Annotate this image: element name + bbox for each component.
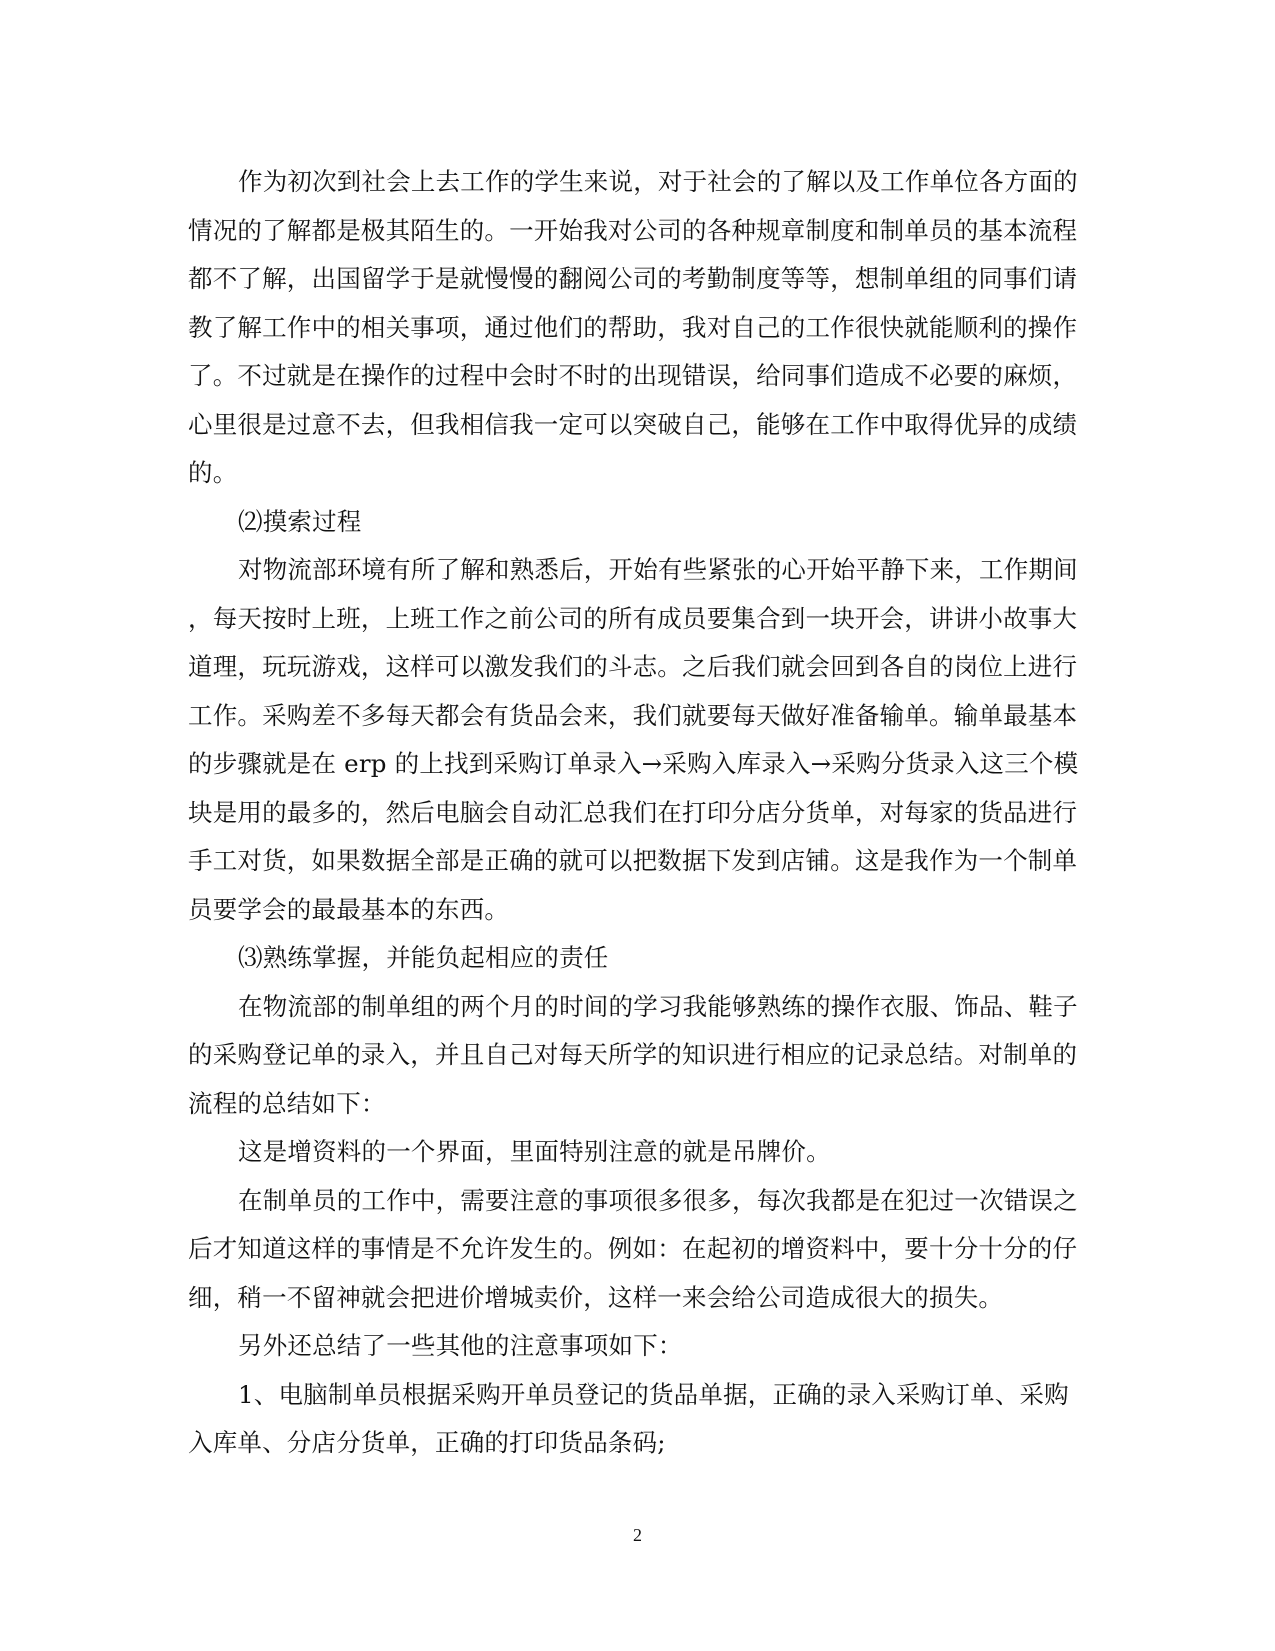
text-line: 流程的总结如下：	[188, 1088, 386, 1118]
text-line: 1、电脑制单员根据采购开单员登记的货品单据，正确的录入采购订单、采购	[238, 1379, 1069, 1409]
text-line: 块是用的最多的，然后电脑会自动汇总我们在打印分店分货单，对每家的货品进行	[188, 797, 1078, 827]
text-line: 的采购登记单的录入，并且自己对每天所学的知识进行相应的记录总结。对制单的	[188, 1040, 1078, 1069]
text-line: 情况的了解都是极其陌生的。一开始我对公司的各种规章制度和制单员的基本流程	[188, 215, 1078, 245]
text-line: 这是增资料的一个界面，里面特别注意的就是吊牌价。	[238, 1137, 831, 1166]
text-line: 入库单、分店分货单，正确的打印货品条码;	[188, 1428, 666, 1457]
text-line: 员要学会的最最基本的东西。	[188, 894, 510, 924]
section-heading: ⑶熟练掌握，并能负起相应的责任	[238, 943, 609, 972]
text-line: 的步骤就是在 erp 的上找到采购订单录入→采购入库录入→采购分货录入这三个模	[188, 749, 1079, 778]
text-line: 在制单员的工作中，需要注意的事项很多很多，每次我都是在犯过一次错误之	[238, 1185, 1078, 1215]
text-line: 细，稍一不留神就会把进价增城卖价，这样一来会给公司造成很大的损失。	[188, 1282, 1004, 1312]
text-line: 手工对货，如果数据全部是正确的就可以把数据下发到店铺。这是我作为一个制单	[188, 846, 1078, 875]
text-line: 都不了解，出国留学于是就慢慢的翻阅公司的考勤制度等等，想制单组的同事们请	[188, 264, 1078, 293]
text-line: 作为初次到社会上去工作的学生来说，对于社会的了解以及工作单位各方面的	[238, 167, 1078, 196]
text-line: 心里很是过意不去，但我相信我一定可以突破自己，能够在工作中取得优异的成绩	[188, 409, 1078, 439]
text-line: 道理，玩玩游戏，这样可以激发我们的斗志。之后我们就会回到各自的岗位上进行	[188, 652, 1078, 681]
text-line: 了。不过就是在操作的过程中会时不时的出现错误，给同事们造成不必要的麻烦，	[188, 361, 1078, 390]
text-line: 教了解工作中的相关事项，通过他们的帮助，我对自己的工作很快就能顺利的操作	[188, 312, 1078, 342]
text-line: 后才知道这样的事情是不允许发生的。例如：在起初的增资料中，要十分十分的仔	[188, 1234, 1078, 1263]
text-line: 的。	[188, 458, 238, 487]
text-line: 另外还总结了一些其他的注意事项如下：	[238, 1331, 683, 1360]
text-line: 工作。采购差不多每天都会有货品会来，我们就要每天做好准备输单。输单最基本	[188, 700, 1078, 730]
text-line: 对物流部环境有所了解和熟悉后，开始有些紧张的心开始平静下来，工作期间	[238, 555, 1078, 584]
document-body	[188, 158, 1088, 1468]
text-line: 在物流部的制单组的两个月的时间的学习我能够熟练的操作衣服、饰品、鞋子	[238, 991, 1078, 1021]
page-number: 2	[633, 1525, 642, 1545]
text-line: ，每天按时上班，上班工作之前公司的所有成员要集合到一块开会，讲讲小故事大	[188, 603, 1078, 633]
section-heading: ⑵摸索过程	[238, 506, 362, 536]
